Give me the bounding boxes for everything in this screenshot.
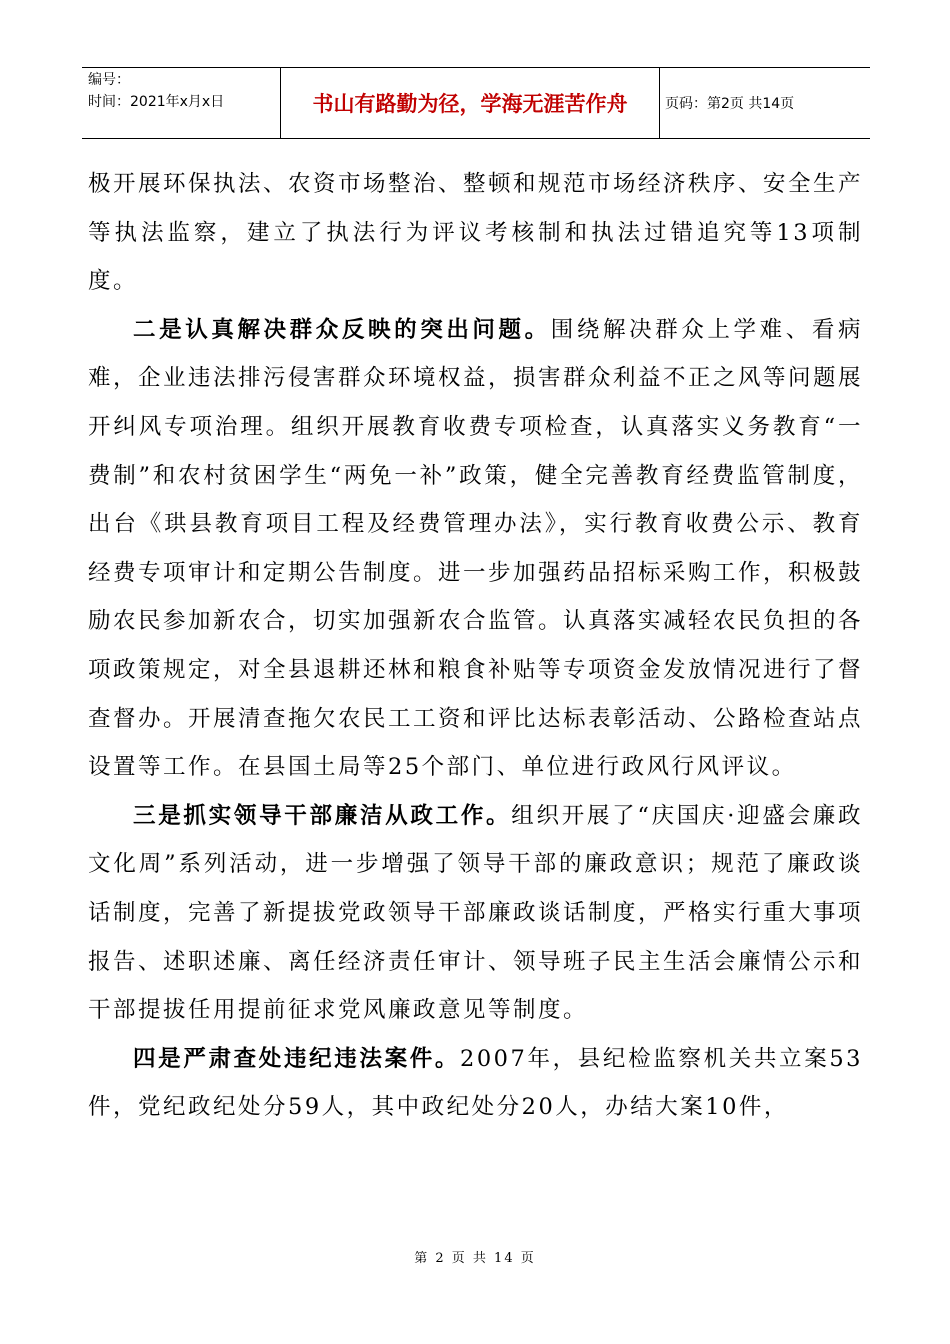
paragraph-heading: 二是认真解决群众反映的突出问题。	[133, 316, 551, 343]
document-body	[88, 160, 863, 1132]
paragraph-text: 极开展环保执法、农资市场整治、整顿和规范市场经济秩序、安全生产等执法监察，建立了执法行为评议考核制和执法过错追究等13项制度。	[88, 171, 864, 295]
paragraph-section-3	[88, 792, 863, 1035]
page-header	[82, 67, 870, 139]
serial-label: 编号：	[88, 72, 130, 88]
time-label: 时间：2021年x月x日	[88, 94, 225, 110]
page-footer: 第 2 页 共 14 页	[414, 1251, 536, 1266]
paragraph-text: 2007年，县纪检监察机关共立案53件，党纪政纪处分59人，其中政纪处分20人，办结大案10件，	[88, 1045, 863, 1121]
paragraph-text: 围绕解决群众上学难、看病难，企业违法排污侵害群众环境权益，损害群众利益不正之风等问题展开纠风专项治理。组织开展教育收费专项检查，认真落实义务教育“一费制”和农村贫困学生“两免一补”政策，健全完善教育经费监管制度，出台《珙县教育项目工程及经费管理办法》，实行教育收费公示、教育经费专项审计和定期公告制度。进一步加强药品招标采购工作，积极鼓励农民参加新农合，切实加强新农合监管。认真落实减轻农民负担的各项政策规定，对全县退耕还林和粮食补贴等专项资金发放情况进行了督查督办。开展清查拖欠农民工工资和评比达标表彰活动、公路检查站点设置等工作。在县国土局等25个部门、单位进行政风行风评议。	[88, 316, 864, 781]
paragraph-text: 组织开展了“庆国庆·迎盛会廉政文化周”系列活动，进一步增强了领导干部的廉政意识；规范了廉政谈话制度，完善了新提拔党政领导干部廉政谈话制度，严格实行重大事项报告、述职述廉、离任经济责任审计、领导班子民主生活会廉情公示和干部提拔任用提前征求党风廉政意见等制度。	[88, 802, 864, 1024]
paragraph-heading: 三是抓实领导干部廉洁从政工作。	[133, 802, 512, 829]
paragraph-continued	[88, 160, 863, 306]
header-page-number: 页码：第2页 共14页	[665, 96, 795, 112]
paragraph-section-2	[88, 306, 863, 792]
header-meta-cell	[82, 68, 281, 138]
header-motto: 书山有路勤为径，学海无涯苦作舟	[281, 68, 660, 138]
paragraph-section-4	[88, 1035, 863, 1132]
paragraph-heading: 四是严肃查处违纪违法案件。	[133, 1045, 461, 1072]
